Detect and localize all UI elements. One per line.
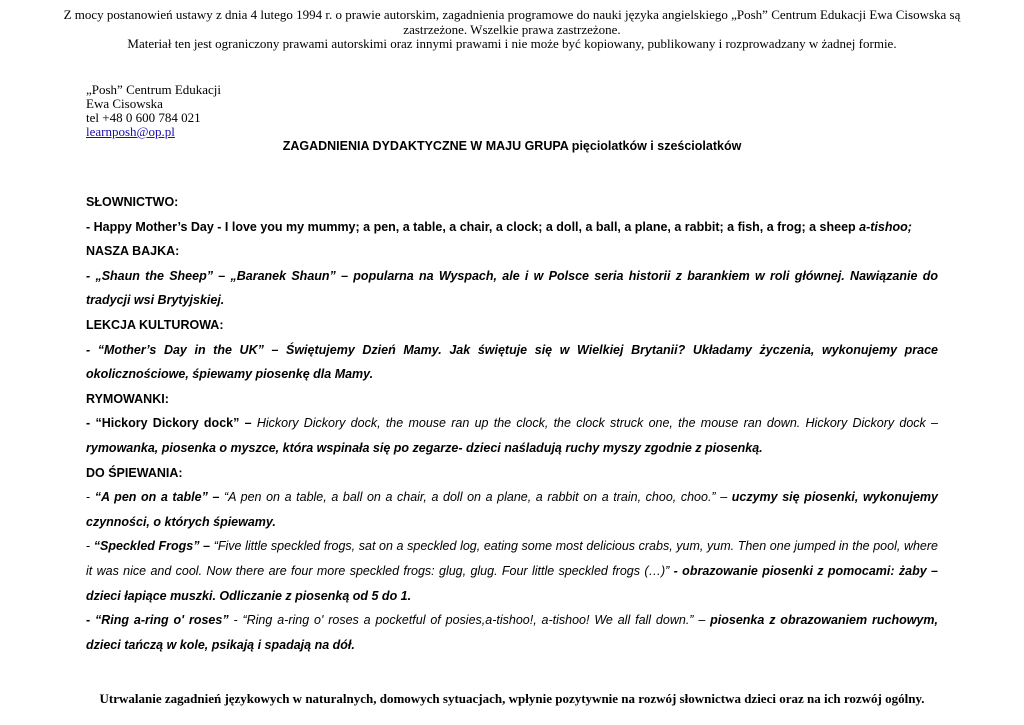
section-heading-rhymes: RYMOWANKI: [86, 391, 169, 406]
section-heading-culture: LEKCJA KULTUROWA: [86, 317, 224, 332]
rhymes-lyrics: Hickory Dickory dock, the mouse ran up the clock, the clock struck one, the mouse ran down. Hickory Dickory dock – [251, 416, 938, 431]
rhymes-description: rymowanka, piosenka o myszce, która wspinała się po zegarze- dzieci naśladują ruchy myszy zgodnie z piosenką. [86, 440, 763, 455]
song-title: “Ring a-ring o' roses” [95, 613, 229, 628]
song-dash: - [86, 613, 96, 628]
song-paragraph [86, 608, 938, 657]
song-description: - obrazowanie piosenki z pomocami: żaby – dzieci łapiące muszki. Odliczanie z piosenką od 5 do 1. [86, 563, 938, 603]
song-lyrics: - “Ring a-ring o' roses a pocketful of posies,a-tishoo!, a-tishoo! We all fall down.” – [228, 613, 711, 628]
vocab-text: Happy Mother’s Day - I love you my mummy; a pen, a table, a chair, a clock; a doll, a ball, a plane, a rabbit; a fish, a frog; a sheep [93, 219, 860, 234]
document-body [86, 190, 938, 657]
rhymes-paragraph [86, 411, 938, 460]
song-title: “Speckled Frogs” – [93, 539, 211, 554]
song-lyrics: “A pen on a table, a ball on a chair, a doll on a plane, a rabbit on a train, choo, choo.” – [219, 490, 732, 505]
vocab-dash: - [86, 219, 94, 234]
contact-email-link[interactable]: learnposh@op.pl [86, 124, 175, 139]
rhymes-dash: - [86, 416, 96, 431]
song-paragraph [86, 534, 938, 608]
copyright-line-2: Materiał ten jest ograniczony prawami autorskimi oraz innymi prawami i nie może być kopiowany, publikowany i rozprowadzany w żadnej formie. [127, 36, 897, 51]
song-description: uczymy się piosenki, wykonujemy czynności, o których śpiewamy. [86, 490, 938, 529]
song-lyrics: “Five little speckled frogs, sat on a speckled log, eating some most delicious crabs, yum, yum. Then one jumped in the pool, where it was nice and cool. Now there are four more speckled frogs: glug, glug. Four little speckled frogs (…)” [86, 539, 938, 578]
song-paragraph [86, 485, 938, 534]
vocab-paragraph [86, 215, 938, 240]
song-dash: - [86, 490, 95, 505]
copyright-notice [60, 8, 964, 52]
copyright-line-1: Z mocy postanowień ustawy z dnia 4 lutego 1994 r. o prawie autorskim, zagadnienia programowe do nauki języka angielskiego „Posh” Centrum Edukacji Ewa Cisowska są zastrzeżone. Wszelkie prawa zastrzeżone. [63, 7, 961, 37]
footer-note: Utrwalanie zagadnień językowych w naturalnych, domowych sytuacjach, wpłynie pozytywnie na rozwój słownictwa dzieci oraz na ich rozwój ogólny. [99, 691, 925, 706]
song-dash: - [86, 539, 94, 554]
contact-phone: tel +48 0 600 784 021 [86, 110, 201, 125]
section-heading-songs: DO ŚPIEWANIA: [86, 465, 183, 480]
song-description: piosenka z obrazowaniem ruchowym, dzieci tańczą w kole, psikają i spadają na dół. [86, 613, 938, 652]
contact-block [86, 83, 221, 139]
section-heading-story: NASZA BAJKA: [86, 244, 180, 259]
song-title: “A pen on a table” – [94, 490, 220, 505]
culture-paragraph: - “Mother’s Day in the UK” – Świętujemy Dzień Mamy. Jak świętuje się w Wielkiej Brytanii? Układamy życzenia, wykonujemy prace okolicznościowe, śpiewamy piosenkę dla Mamy. [86, 342, 938, 382]
vocab-italic: a-tishoo; [859, 219, 912, 234]
story-paragraph: - „Shaun the Sheep” – „Baranek Shaun” – popularna na Wyspach, ale i w Polsce seria historii z barankiem w roli głównej. Nawiązanie do tradycji wsi Brytyjskiej. [86, 268, 938, 308]
contact-name: Ewa Cisowska [86, 96, 163, 111]
document-title: ZAGADNIENIA DYDAKTYCZNE W MAJU GRUPA pięciolatków i sześciolatków [282, 139, 742, 153]
section-heading-vocab: SŁOWNICTWO: [86, 195, 179, 209]
rhymes-song-title: “Hickory Dickory dock” – [95, 416, 252, 431]
contact-org: „Posh” Centrum Edukacji [86, 82, 222, 97]
